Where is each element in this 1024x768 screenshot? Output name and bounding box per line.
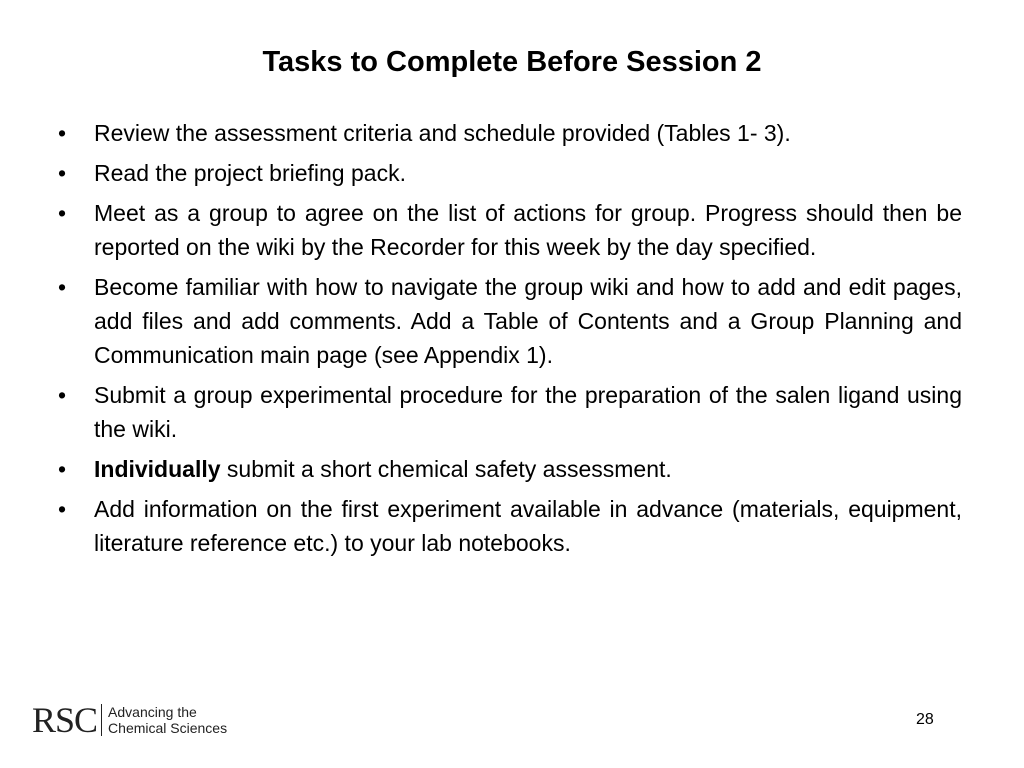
list-item-text: submit a short chemical safety assessment.: [220, 456, 672, 482]
list-item-text: Become familiar with how to navigate the group wiki and how to add and edit pages, add files and add comments. Add a Table of Contents and a Group Planning and Communication main page (see Appendix 1).: [94, 274, 962, 368]
page-number: 28: [916, 711, 934, 728]
bullet-icon: •: [58, 496, 67, 522]
slide-title: Tasks to Complete Before Session 2: [262, 46, 762, 78]
bullet-icon: •: [58, 160, 67, 186]
list-item-text: Submit a group experimental procedure for the preparation of the salen ligand using the wiki.: [94, 382, 962, 442]
list-item-text: Meet as a group to agree on the list of actions for group. Progress should then be reported on the wiki by the Recorder for this week by the day specified.: [94, 200, 962, 260]
list-item: [58, 196, 962, 264]
logo-tagline: [108, 704, 227, 736]
bullet-icon: •: [58, 456, 67, 482]
rsc-logo: [32, 700, 227, 740]
list-item: [58, 270, 962, 372]
tagline-line-1: Advancing the: [108, 704, 197, 720]
task-list: [58, 116, 962, 566]
list-item-text: Add information on the first experiment available in advance (materials, equipment, literature reference etc.) to your lab notebooks.: [94, 496, 962, 556]
logo-divider: [101, 704, 102, 736]
list-item: [58, 156, 962, 190]
list-item-text: Review the assessment criteria and schedule provided (Tables 1- 3).: [94, 120, 791, 146]
list-item-text: Read the project briefing pack.: [94, 160, 406, 186]
list-item: [58, 492, 962, 560]
bullet-icon: •: [58, 274, 67, 300]
bullet-icon: •: [58, 200, 67, 226]
list-item: [58, 452, 962, 486]
tagline-line-2: Chemical Sciences: [108, 720, 228, 736]
list-item: [58, 116, 962, 150]
list-item: [58, 378, 962, 446]
bullet-icon: •: [58, 382, 67, 408]
rsc-logo-text: RSC: [32, 700, 98, 740]
bullet-icon: •: [58, 120, 67, 146]
list-item-emphasis: Individually: [94, 456, 221, 482]
